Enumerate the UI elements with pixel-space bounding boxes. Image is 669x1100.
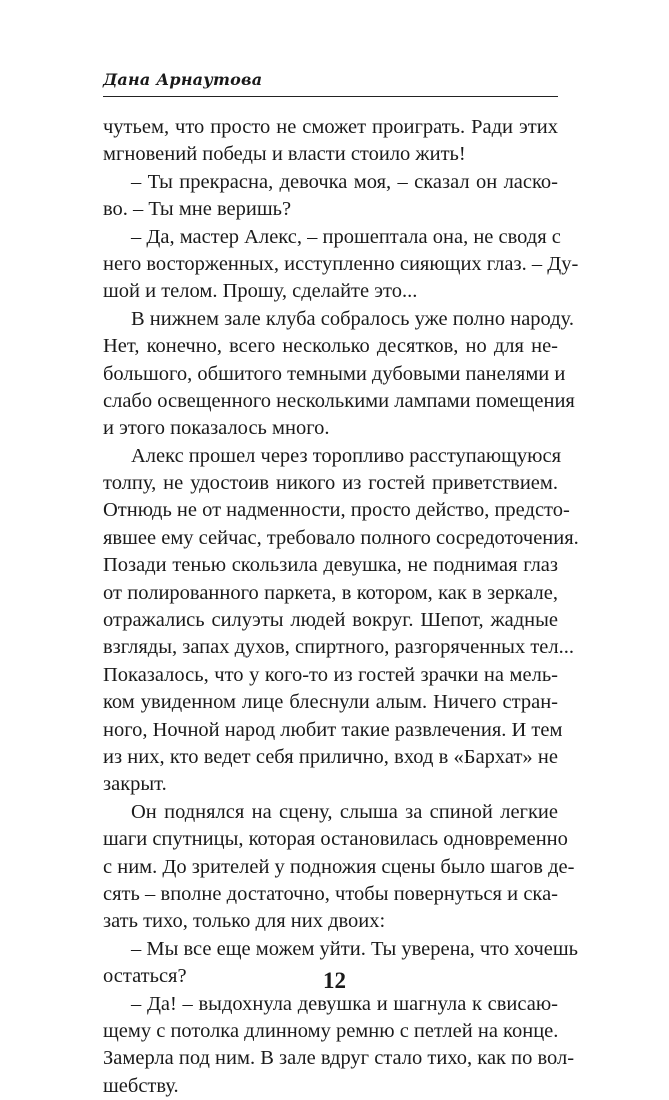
text-line: слабо освещенного несколькими лампами помещения	[103, 389, 575, 412]
text-line: ного, Ночной народ любит такие развлечения. И тем	[103, 718, 563, 741]
text-line: толпу, не удостоив никого из гостей приветствием.	[103, 472, 558, 495]
text-line: В нижнем зале клуба собралось уже полно народу.	[131, 307, 574, 330]
page-number: 12	[323, 968, 346, 993]
text-line: закрыт.	[103, 773, 167, 796]
text-line: зать тихо, только для них двоих:	[103, 910, 386, 933]
text-line: мгновений победы и власти стоило жить!	[103, 143, 466, 166]
text-line: сять – вполне достаточно, чтобы повернуться и ска-	[103, 882, 558, 905]
text-line: шой и телом. Прошу, сделайте это...	[103, 280, 418, 303]
text-line: взгляды, запах духов, спиртного, разгоряченных тел...	[103, 636, 574, 659]
running-head-author: Дана Арнаутова	[103, 70, 263, 89]
text-line: отражались силуэты людей вокруг. Шепот, жадные	[103, 609, 558, 632]
text-line: и этого показалось много.	[103, 417, 330, 440]
text-line: – Да! – выдохнула девушка и шагнула к свисаю-	[131, 992, 558, 1015]
text-line: во. – Ты мне веришь?	[103, 198, 292, 221]
text-line: чутьем, что просто не сможет проиграть. Ради этих	[103, 116, 558, 138]
text-line: него восторженных, исступленно сияющих глаз. – Ду-	[103, 252, 579, 275]
text-line: Отнюдь не от надменности, просто действо, предсто-	[103, 499, 570, 522]
header-rule	[103, 96, 558, 97]
text-line: щему с потолка длинному ремню с петлей на конце.	[103, 1019, 559, 1042]
text-line: Замерла под ним. В зале вдруг стало тихо, как по вол-	[103, 1047, 575, 1070]
body-text	[103, 114, 579, 1100]
text-line: – Да, мастер Алекс, – прошептала она, не сводя с	[131, 225, 561, 248]
text-line: из них, кто ведет себя прилично, вход в «Бархат» не	[103, 745, 558, 768]
text-line: с ним. До зрителей у подножия сцены было шагов де-	[103, 855, 575, 878]
text-line: от полированного паркета, в котором, как в зеркале,	[103, 581, 558, 604]
text-line: шебству.	[103, 1074, 179, 1097]
text-line: – Мы все еще можем уйти. Ты уверена, что хочешь	[131, 937, 579, 960]
text-line: Алекс прошел через торопливо расступающуюся	[131, 444, 562, 467]
text-line: Показалось, что у кого-то из гостей зрачки на мель-	[103, 663, 558, 686]
text-line: явшее ему сейчас, требовало полного сосредоточения.	[103, 526, 579, 549]
text-line: Нет, конечно, всего несколько десятков, но для не-	[103, 335, 558, 358]
text-line: остаться?	[103, 965, 187, 988]
text-line: Он поднялся на сцену, слыша за спиной легкие	[131, 800, 558, 823]
text-line: Позади тенью скользила девушка, не поднимая глаз	[103, 554, 558, 577]
text-line: ком увиденном лице блеснули алым. Ничего стран-	[103, 691, 558, 714]
text-line: – Ты прекрасна, девочка моя, – сказал он ласко-	[131, 170, 558, 193]
text-line: шаги спутницы, которая остановилась одновременно	[103, 828, 568, 851]
text-line: большого, обшитого темными дубовыми панелями и	[103, 362, 566, 385]
